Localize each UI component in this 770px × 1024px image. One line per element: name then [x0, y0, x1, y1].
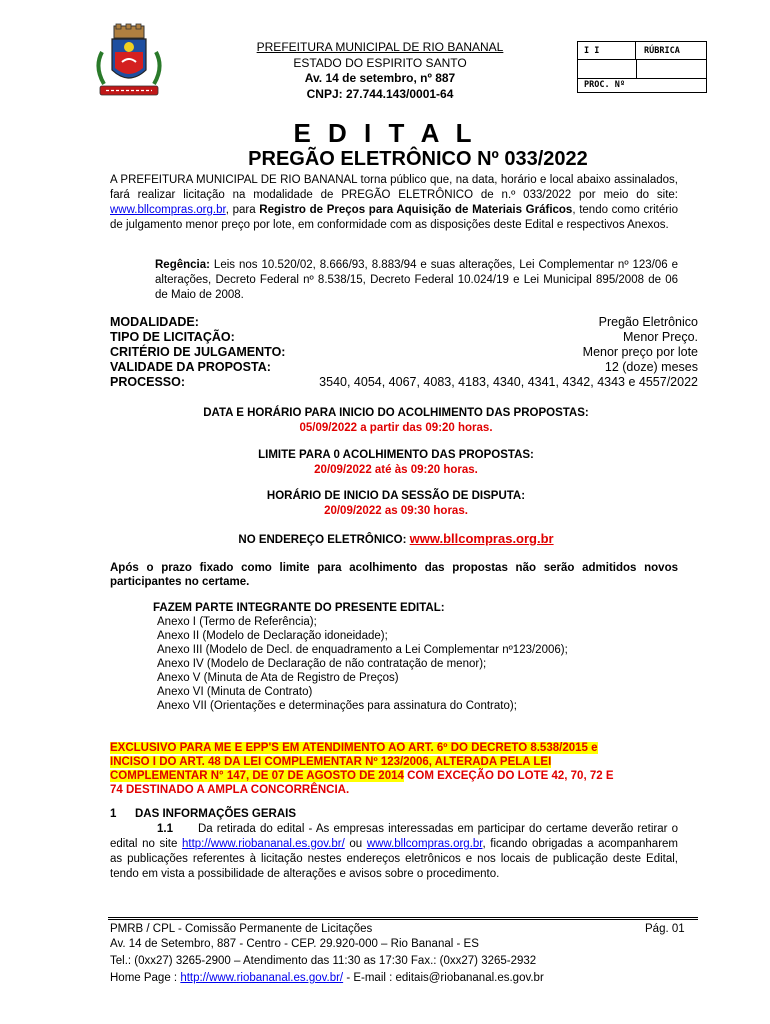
annex-item: Anexo VII (Orientações e determinações para assinatura do Contrato);	[157, 700, 517, 712]
participants-notice: Após o prazo fixado como limite para acolhimento das propostas não serão admitidos novos participantes no certame.	[110, 562, 678, 588]
protocol-process-label: PROC. Nº	[584, 80, 625, 90]
document-title: E D I T A L	[293, 118, 477, 148]
header-cnpj: CNPJ: 27.744.143/0001-64	[306, 86, 454, 101]
header-address: Av. 14 de setembro, nº 887	[304, 71, 456, 85]
header-state: ESTADO DO ESPIRITO SANTO	[293, 55, 467, 70]
footer-page-number: Pág. 01	[645, 923, 685, 935]
municipal-coat-of-arms	[92, 22, 166, 102]
annex-item: Anexo IV (Modelo de Declaração de não contratação de menor);	[157, 658, 487, 670]
footer-contact: Home Page : http://www.riobananal.es.gov.br/ - E-mail : editais@riobananal.es.gov.br	[110, 972, 544, 984]
footer-homepage-link[interactable]: http://www.riobananal.es.gov.br/	[180, 972, 344, 984]
annex-item: Anexo III (Modelo de Decl. de enquadramento a Lei Complementar nº123/2006);	[157, 644, 568, 656]
bllcompras-site-link[interactable]: www.bllcompras.org.br	[366, 838, 483, 850]
schedule-address-link[interactable]: www.bllcompras.org.br	[409, 531, 554, 546]
bllcompras-link[interactable]: www.bllcompras.org.br	[110, 204, 226, 216]
section-1-1-paragraph: 1.1 Da retirada do edital - As empresas interessadas em participar do certame deverão retirar o edital no site http://www.riobananal.es.gov.br/ ou www.bllcompras.org.br, ficando obrigadas a acompanharem as publicações referentes à licitação nestes endereços eletrônicos e nos locais de publicação deste Edital, tendo em vista a possibilidade de alterações e avisos sobre o procedimento.	[110, 823, 679, 880]
annex-item: Anexo VI (Minuta de Contrato)	[157, 686, 313, 698]
field-criterio: CRITÉRIO DE JULGAMENTO: Menor preço por lote	[110, 345, 698, 359]
section-1-title: DAS INFORMAÇÕES GERAIS	[135, 808, 297, 820]
schedule-opening-heading: DATA E HORÁRIO PARA INICIO DO ACOLHIMENTO DAS PROPOSTAS:	[203, 407, 589, 419]
footer-divider	[108, 917, 698, 920]
header-municipality: PREFEITURA MUNICIPAL DE RIO BANANAL	[256, 40, 504, 54]
section-1-number: 1	[110, 808, 117, 820]
schedule-session-heading: HORÁRIO DE INICIO DA SESSÃO DE DISPUTA:	[266, 490, 526, 502]
exclusive-notice: EXCLUSIVO PARA ME E EPP'S EM ATENDIMENTO AO ART. 6º DO DECRETO 8.538/2015 e INCISO I DO ART. 48 DA LEI COMPLEMENTAR Nº 123/2006, ALTERADA PELA LEI COMPLEMENTAR N° 147, DE 07 DE AGOSTO DE 2014 COM EXCEÇÃO DO LOTE 42, 70, 72 E 74 DESTINADO A AMPLA CONCORRÊNCIA.	[110, 742, 614, 796]
annexes-heading: FAZEM PARTE INTEGRANTE DO PRESENTE EDITAL:	[153, 602, 445, 614]
annex-item: Anexo V (Minuta de Ata de Registro de Preços)	[157, 672, 399, 684]
schedule-session-date: 20/09/2022 as 09:30 horas.	[324, 505, 468, 517]
field-tipo: TIPO DE LICITAÇÃO: Menor Preço.	[110, 330, 698, 344]
field-processo: PROCESSO: 3540, 4054, 4067, 4083, 4183, 4340, 4341, 4342, 4343 e 4557/2022	[110, 375, 698, 389]
protocol-box	[577, 41, 707, 93]
footer-address: Av. 14 de Setembro, 887 - Centro - CEP. 29.920-000 – Rio Bananal - ES	[110, 938, 479, 950]
protocol-sheet-label: I I	[584, 46, 600, 56]
regencia-paragraph: Regência: Leis nos 10.520/02, 8.666/93, 8.883/94 e suas alterações, Lei Complementar nº 123/06 e alterações, Decreto Federal nº 8.538/15, Decreto Federal 10.024/19 e Lei Municipal 895/2008 de 06 de Maio de 2008.	[155, 259, 678, 301]
document-subtitle: PREGÃO ELETRÔNICO Nº 033/2022	[248, 148, 588, 170]
schedule-address: NO ENDEREÇO ELETRÔNICO: www.bllcompras.org.br	[238, 531, 554, 546]
field-modalidade: MODALIDADE: Pregão Eletrônico	[110, 315, 698, 329]
schedule-limit-heading: LIMITE PARA 0 ACOLHIMENTO DAS PROPOSTAS:	[258, 449, 534, 461]
field-validade: VALIDADE DA PROPOSTA: 12 (doze) meses	[110, 360, 698, 374]
footer-commission: PMRB / CPL - Comissão Permanente de Licitações	[110, 923, 373, 935]
riobananal-site-link[interactable]: http://www.riobananal.es.gov.br/	[182, 838, 345, 850]
footer-phones: Tel.: (0xx27) 3265-2900 – Atendimento das 11:30 as 17:30 Fax.: (0xx27) 3265-2932	[110, 955, 537, 967]
annex-item: Anexo II (Modelo de Declaração idoneidade);	[157, 630, 388, 642]
schedule-opening-date: 05/09/2022 a partir das 09:20 horas.	[299, 422, 493, 434]
schedule-limit-date: 20/09/2022 até às 09:20 horas.	[314, 464, 478, 476]
protocol-signature-label: RÚBRICA	[644, 46, 680, 56]
annex-item: Anexo I (Termo de Referência);	[157, 616, 317, 628]
intro-paragraph: A PREFEITURA MUNICIPAL DE RIO BANANAL torna público que, na data, horário e local abaixo assinalados, fará realizar licitação na modalidade de PREGÃO ELETRÔNICO de n.º 033/2022 por meio do site: www.bllcompras.org.br, para Registro de Preços para Aquisição de Materiais Gráficos, tendo como critério de julgamento menor preço por lote, em conformidade com as disposições deste Edital e respectivos Anexos.	[110, 174, 679, 231]
